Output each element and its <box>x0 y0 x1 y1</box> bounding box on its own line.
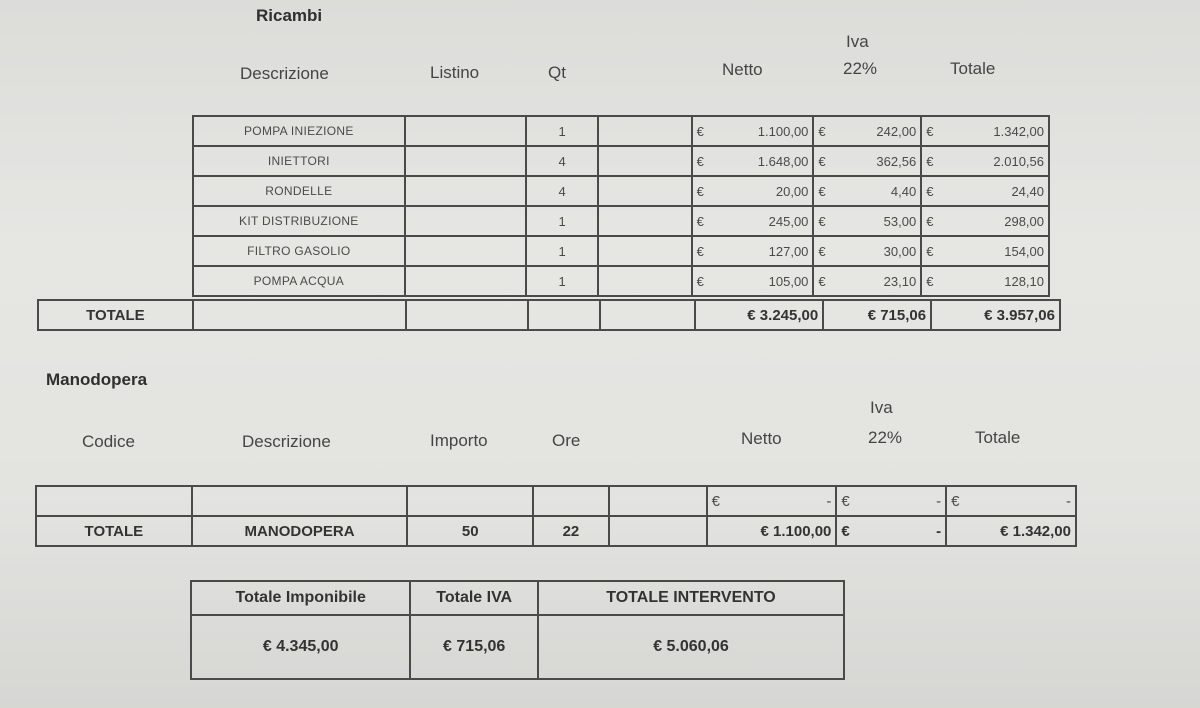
currency-symbol: € <box>926 123 934 139</box>
amount: 1.342,00 <box>993 123 1044 139</box>
ricambi-header-iva-rate: 22% <box>843 59 878 78</box>
ricambi-total-label: TOTALE <box>38 300 193 330</box>
ricambi-totale <box>921 176 1049 206</box>
manodopera-header-ore: Ore <box>552 431 581 450</box>
ricambi-listino <box>405 206 527 236</box>
ricambi-header-totale: Totale <box>950 59 996 78</box>
currency-symbol: € <box>926 213 934 229</box>
summary-header-imponibile: Totale Imponibile <box>191 581 410 615</box>
ricambi-totale <box>921 236 1049 266</box>
summary-value-iva: € 715,06 <box>410 615 538 679</box>
currency-symbol: € <box>696 183 704 199</box>
amount: 20,00 <box>775 183 809 199</box>
amount: 23,10 <box>883 273 917 289</box>
ricambi-total-row <box>37 299 1061 331</box>
currency-symbol: € <box>696 213 704 229</box>
manodopera-total-row <box>36 516 1076 546</box>
manodopera-total-iva <box>836 516 946 546</box>
currency-symbol: € <box>818 273 826 289</box>
ricambi-netto <box>692 146 814 176</box>
ricambi-listino <box>405 146 527 176</box>
currency-symbol: € <box>926 273 934 289</box>
ricambi-iva <box>813 176 921 206</box>
empty-cell <box>407 486 533 516</box>
currency-symbol: € <box>696 273 704 289</box>
ricambi-listino <box>405 266 527 296</box>
amount: 53,00 <box>883 213 917 229</box>
ricambi-iva <box>813 266 921 296</box>
manodopera-header-codice: Codice <box>82 432 135 451</box>
manodopera-total-label: TOTALE <box>36 516 192 546</box>
currency-symbol: € <box>696 243 704 259</box>
manodopera-empty-row <box>36 486 1076 516</box>
ricambi-qt: 1 <box>526 236 598 266</box>
currency-symbol: € <box>818 213 826 229</box>
ricambi-descrizione: POMPA INIEZIONE <box>193 116 405 146</box>
summary-table <box>190 580 845 680</box>
empty-cell <box>598 236 692 266</box>
ricambi-iva <box>813 116 921 146</box>
summary-value-intervento: € 5.060,06 <box>538 615 844 679</box>
manodopera-total-descrizione: MANODOPERA <box>192 516 408 546</box>
ricambi-descrizione: KIT DISTRIBUZIONE <box>193 206 405 236</box>
ricambi-total-iva: € 715,06 <box>823 300 931 330</box>
ricambi-qt: 1 <box>526 266 598 296</box>
currency-symbol: € <box>841 492 850 510</box>
currency-symbol: € <box>926 153 934 169</box>
ricambi-qt: 1 <box>526 206 598 236</box>
manodopera-table <box>35 485 1077 547</box>
amount: 128,10 <box>1004 273 1044 289</box>
amount: 2.010,56 <box>993 153 1044 169</box>
summary-header-intervento: TOTALE INTERVENTO <box>538 581 844 615</box>
amount: 1.100,00 <box>757 123 809 139</box>
empty-cell <box>598 116 692 146</box>
amount: 242,00 <box>876 123 917 139</box>
manodopera-header-iva-rate: 22% <box>868 428 903 447</box>
ricambi-row <box>193 176 1049 206</box>
ricambi-iva <box>813 146 921 176</box>
dash: - <box>826 492 832 510</box>
dash: - <box>936 522 942 540</box>
dash: - <box>1066 492 1071 510</box>
ricambi-header-listino: Listino <box>430 63 480 82</box>
ricambi-row <box>193 266 1049 296</box>
ricambi-title: Ricambi <box>256 6 323 25</box>
ricambi-descrizione: INIETTORI <box>193 146 405 176</box>
manodopera-empty-netto <box>707 486 837 516</box>
amount: 1.648,00 <box>757 153 809 169</box>
manodopera-total-totale: € 1.342,00 <box>946 516 1076 546</box>
ricambi-netto <box>692 116 814 146</box>
manodopera-empty-totale <box>946 486 1076 516</box>
manodopera-header-netto: Netto <box>741 429 782 448</box>
amount: 24,40 <box>1011 183 1044 199</box>
ricambi-table <box>192 115 1050 297</box>
ricambi-iva <box>813 236 921 266</box>
currency-symbol: € <box>818 153 826 169</box>
amount: 362,56 <box>876 153 917 169</box>
ricambi-totale <box>921 266 1049 296</box>
manodopera-title: Manodopera <box>46 370 148 389</box>
ricambi-header-iva: Iva <box>846 32 869 51</box>
dash: - <box>936 492 942 510</box>
ricambi-row <box>193 116 1049 146</box>
currency-symbol: € <box>818 243 826 259</box>
ricambi-listino <box>405 116 527 146</box>
amount: 127,00 <box>768 243 809 259</box>
ricambi-total-netto: € 3.245,00 <box>695 300 823 330</box>
ricambi-netto <box>692 206 814 236</box>
empty-cell <box>406 300 528 330</box>
amount: 4,40 <box>890 183 917 199</box>
empty-cell <box>598 176 692 206</box>
currency-symbol: € <box>926 183 934 199</box>
ricambi-totale <box>921 146 1049 176</box>
ricambi-total-totale: € 3.957,06 <box>931 300 1060 330</box>
empty-cell <box>598 266 692 296</box>
ricambi-listino <box>405 176 527 206</box>
ricambi-qt: 4 <box>526 176 598 206</box>
ricambi-header-netto: Netto <box>722 60 763 79</box>
empty-cell <box>36 486 192 516</box>
currency-symbol: € <box>696 123 704 139</box>
amount: 30,00 <box>883 243 917 259</box>
ricambi-netto <box>692 236 814 266</box>
ricambi-netto <box>692 176 814 206</box>
amount: 105,00 <box>768 273 809 289</box>
ricambi-descrizione: POMPA ACQUA <box>193 266 405 296</box>
amount: 154,00 <box>1004 243 1044 259</box>
empty-cell <box>193 300 406 330</box>
empty-cell <box>609 516 707 546</box>
manodopera-header-totale: Totale <box>975 428 1021 447</box>
ricambi-totale <box>921 116 1049 146</box>
ricambi-netto <box>692 266 814 296</box>
empty-cell <box>533 486 609 516</box>
amount: 298,00 <box>1004 213 1044 229</box>
empty-cell <box>528 300 600 330</box>
currency-symbol: € <box>926 243 934 259</box>
ricambi-qt: 4 <box>526 146 598 176</box>
empty-cell <box>598 146 692 176</box>
ricambi-row <box>193 146 1049 176</box>
ricambi-listino <box>405 236 527 266</box>
ricambi-row <box>193 236 1049 266</box>
currency-symbol: € <box>711 492 720 510</box>
empty-cell <box>600 300 696 330</box>
manodopera-total-netto: € 1.100,00 <box>707 516 837 546</box>
ricambi-qt: 1 <box>526 116 598 146</box>
manodopera-header-importo: Importo <box>430 431 488 450</box>
manodopera-empty-iva <box>836 486 946 516</box>
manodopera-header-descrizione: Descrizione <box>242 432 331 451</box>
currency-symbol: € <box>818 123 826 139</box>
currency-symbol: € <box>818 183 826 199</box>
ricambi-iva <box>813 206 921 236</box>
ricambi-header-qt: Qt <box>548 63 566 82</box>
ricambi-descrizione: FILTRO GASOLIO <box>193 236 405 266</box>
ricambi-descrizione: RONDELLE <box>193 176 405 206</box>
manodopera-total-ore: 22 <box>533 516 609 546</box>
currency-symbol: € <box>841 522 850 540</box>
ricambi-row <box>193 206 1049 236</box>
empty-cell <box>609 486 707 516</box>
manodopera-total-importo: 50 <box>407 516 533 546</box>
summary-header-iva: Totale IVA <box>410 581 538 615</box>
ricambi-header-descrizione: Descrizione <box>240 64 329 83</box>
empty-cell <box>598 206 692 236</box>
empty-cell <box>192 486 408 516</box>
amount: 245,00 <box>768 213 809 229</box>
manodopera-header-iva: Iva <box>870 398 893 417</box>
ricambi-totale <box>921 206 1049 236</box>
summary-value-imponibile: € 4.345,00 <box>191 615 410 679</box>
currency-symbol: € <box>696 153 704 169</box>
currency-symbol: € <box>951 492 960 510</box>
